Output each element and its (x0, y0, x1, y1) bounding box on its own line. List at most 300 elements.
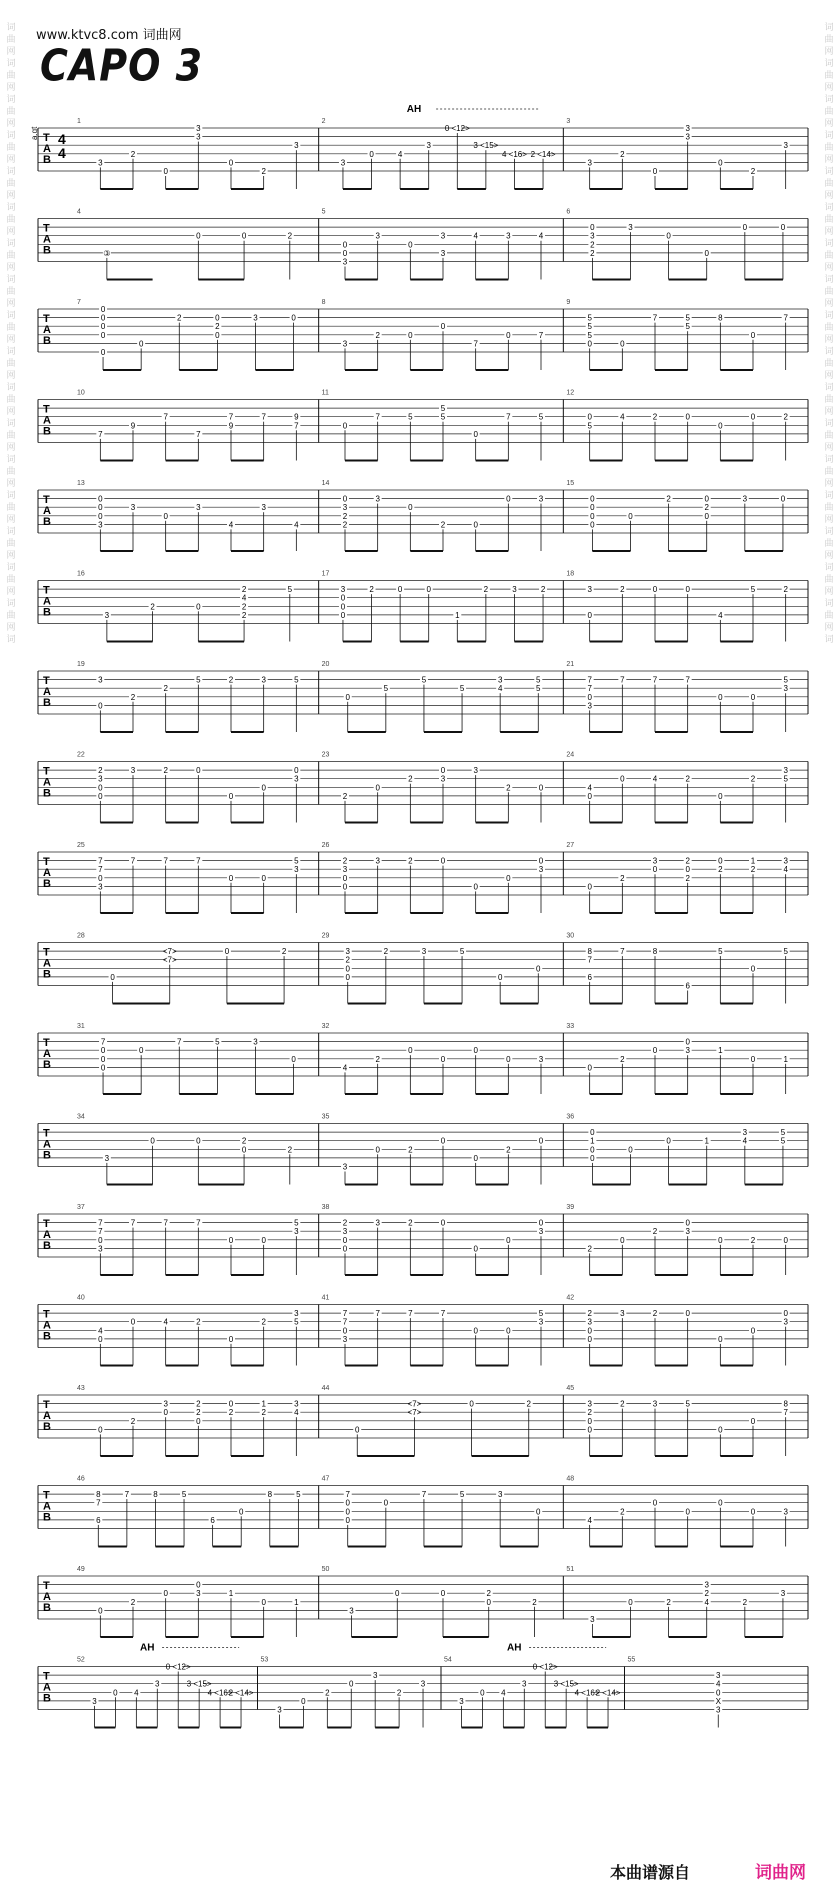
fret-number: 0 (718, 1334, 723, 1344)
fret-number: 3 (98, 1244, 103, 1254)
tab-clef-letter: T (43, 1580, 50, 1592)
fret-number: 2 (98, 766, 103, 776)
fret-number: 3 (277, 1705, 282, 1715)
fret-number: 3 (104, 1153, 110, 1163)
fret-number: 3 (294, 141, 299, 151)
fret-number: 0 (718, 1235, 723, 1245)
fret-number: 0 (628, 1145, 633, 1155)
fret-number: 3 (342, 1227, 348, 1237)
fret-number: 0 (716, 1688, 721, 1698)
side-watermark-char: 网 (6, 299, 16, 309)
fret-number: 0 (587, 412, 592, 422)
side-watermark-char: 曲 (824, 503, 834, 513)
fret-number: 4 (241, 593, 247, 603)
fret-number: 0 (228, 1334, 234, 1344)
fret-number: 3 (538, 1054, 544, 1064)
tab-clef-letter: T (43, 132, 50, 144)
fret-number: 4 (501, 1688, 506, 1698)
fret-number: 0 (150, 1136, 155, 1146)
fret-number: 3 (342, 865, 348, 875)
fret-number: 0 (750, 1416, 756, 1426)
measure-number: 36 (566, 1113, 575, 1121)
fret-number: 0 (100, 1054, 106, 1064)
measure-number: 37 (77, 1204, 85, 1211)
fret-number: 0 (486, 1597, 491, 1607)
fret-number: 0 (196, 231, 201, 241)
fret-number: 2 (620, 873, 625, 883)
fret-number: 0 (750, 692, 756, 702)
fret-number: 5 (459, 1490, 465, 1500)
fret-number: ③ (103, 248, 111, 258)
fret-number: 3 (704, 1580, 709, 1590)
measure-number: 5 (321, 208, 326, 216)
fret-number: 2 (383, 947, 389, 957)
fret-number: 0 (587, 339, 592, 349)
tab-clef-letter: A (43, 1319, 51, 1332)
fret-number: 0 (241, 1145, 247, 1155)
fret-number: 5 (587, 322, 592, 332)
measure-number: 27 (566, 842, 575, 849)
fret-number: 0 (718, 1425, 723, 1435)
fret-number: 2 <14> (530, 149, 556, 159)
fret-number: 0 (196, 1580, 201, 1590)
fret-number: 0 (369, 149, 374, 159)
fret-number: 3 (340, 585, 346, 595)
fret-number: 2 (408, 1145, 413, 1155)
fret-number: 7 (130, 1218, 136, 1228)
fret-number: 0 (685, 1309, 690, 1319)
fret-number: 4 <16> (207, 1688, 233, 1698)
fret-number: 3 (104, 610, 110, 620)
fret-number: 3 (294, 1399, 299, 1409)
fret-number: 2 (750, 167, 756, 176)
fret-number: 2 (163, 766, 168, 776)
fret-number: 1 (704, 1136, 709, 1146)
fret-number: 4 (587, 783, 592, 793)
fret-number: 2 (369, 585, 374, 595)
fret-number: 7 (783, 1408, 788, 1418)
side-watermark-char: 词 (824, 419, 834, 429)
fret-number: 0 (397, 585, 403, 595)
fret-number: <7> (407, 1399, 422, 1409)
measure-number: 21 (566, 661, 575, 668)
measure-number: 20 (321, 661, 330, 668)
fret-number: 3 (196, 1589, 201, 1599)
fret-number: 0 (506, 1235, 511, 1245)
side-watermark-char: 网 (824, 407, 834, 417)
fret-number: 7 (196, 429, 201, 439)
fret-number: 0 (473, 1244, 478, 1254)
side-watermark-char: 词 (824, 635, 834, 645)
fret-number: 7 (98, 1218, 103, 1228)
tab-clef-letter: T (43, 765, 50, 778)
fret-number: 1 (294, 1597, 299, 1607)
fret-number: 3 (506, 231, 511, 241)
fret-number: 3 (590, 1615, 595, 1624)
fret-number: 2 <14> (595, 1688, 621, 1698)
side-watermark-char: 词 (824, 23, 834, 33)
side-watermark-char: 词 (6, 167, 16, 177)
fret-number: 5 (780, 1136, 786, 1146)
fret-number: 2 (261, 1408, 266, 1418)
fret-number: 0 (113, 1688, 118, 1698)
tab-clef-letter: B (43, 1149, 51, 1162)
fret-number: 0 (590, 1128, 595, 1138)
fret-number: 0 (590, 503, 595, 513)
fret-number: 0 (110, 972, 115, 982)
side-watermark-char: 词 (6, 275, 16, 285)
fret-number: 7 (98, 865, 103, 875)
tab-clef-letter: A (43, 324, 51, 336)
fret-number: 0 (408, 240, 413, 250)
fret-number: 3 (253, 1037, 258, 1047)
fret-number: 5 (783, 947, 788, 957)
fret-number: 2 (375, 1054, 380, 1064)
fret-number: 2 (783, 585, 788, 595)
side-watermark-char: 网 (6, 371, 16, 381)
fret-number: 0 (224, 947, 230, 957)
fret-number: 7 (98, 1227, 103, 1237)
measure-number: 48 (566, 1475, 575, 1483)
fret-number: 2 (590, 248, 595, 258)
fret-number: 3 (685, 132, 690, 142)
fret-number: 0 (536, 964, 541, 974)
fret-number: 2 (342, 520, 348, 530)
side-watermark-char: 词 (824, 455, 834, 465)
tab-clef-letter: B (43, 516, 51, 528)
fret-number: 3 (98, 774, 103, 784)
fret-number: 7 (98, 856, 103, 866)
fret-number: 0 (780, 494, 786, 504)
measure-number: 52 (77, 1656, 85, 1664)
side-watermark-char: 曲 (824, 107, 834, 117)
fret-number: 0 (261, 783, 266, 793)
side-watermark-char: 网 (6, 227, 16, 237)
fret-number: 5 (408, 412, 413, 422)
fret-number: 7 (587, 955, 592, 965)
fret-number: 0 (345, 964, 350, 974)
fret-number: 3 (440, 231, 446, 241)
tab-clef-letter: B (43, 335, 51, 347)
fret-number: 5 (196, 675, 201, 685)
fret-number: 1 (590, 1136, 595, 1146)
fret-number: 0 (345, 1507, 350, 1517)
fret-number: 3 (340, 158, 346, 168)
side-watermark-char: 网 (824, 47, 834, 57)
fret-number: 0 (587, 1416, 592, 1426)
side-watermark-char: 曲 (824, 359, 834, 369)
fret-number: 2 (666, 1597, 671, 1607)
fret-number: 0 (342, 873, 348, 883)
fret-number: 4 (652, 774, 658, 784)
fret-number: 3 (372, 1671, 378, 1681)
fret-number: 2 (652, 412, 658, 422)
measure-number: 26 (321, 842, 330, 849)
fret-number: 0 (100, 1046, 106, 1056)
tab-clef-letter: B (43, 1330, 51, 1343)
fret-number: 2 (196, 1399, 201, 1409)
measure-number: 35 (321, 1113, 330, 1121)
fret-number: 1 (228, 1589, 234, 1599)
fret-number: 3 (261, 503, 266, 513)
fret-number: 2 (587, 1309, 592, 1319)
fret-number: 5 (459, 947, 465, 957)
side-watermark-char: 网 (6, 263, 16, 273)
side-watermark-char: 词 (824, 95, 834, 105)
tab-clef-letter: T (43, 1489, 50, 1502)
side-watermark-char: 曲 (6, 611, 16, 621)
fret-number: 3 (780, 1589, 786, 1599)
ah-marker: AH (406, 104, 422, 115)
fret-number: 5 (383, 684, 389, 694)
side-watermark-char: 曲 (6, 359, 16, 369)
side-watermark-char: 网 (6, 335, 16, 345)
fret-number: 0 (100, 1063, 106, 1073)
side-watermark-char: 网 (824, 479, 834, 489)
fret-number: 0 (408, 1046, 413, 1056)
fret-number: 0 (590, 520, 595, 530)
side-watermark-char: 曲 (6, 71, 16, 81)
measure-number: 30 (566, 932, 575, 940)
fret-number: 0 (395, 1589, 400, 1599)
fret-number: 3 (685, 1046, 690, 1056)
fret-number: 3 (345, 947, 350, 957)
fret-number: 3 (342, 503, 348, 513)
fret-number: 3 (426, 141, 431, 151)
fret-number: 2 (342, 791, 348, 801)
side-watermark-char: 曲 (6, 287, 16, 297)
tab-clef-letter: A (43, 143, 51, 155)
fret-number: 0 (685, 1218, 690, 1228)
fret-number: 3 (587, 158, 592, 168)
side-watermark-char: 词 (6, 239, 16, 249)
fret-number: 0 (100, 348, 106, 357)
fret-number: 0 (652, 1046, 658, 1056)
fret-number: 3 (130, 766, 136, 776)
side-watermark-char: 网 (6, 47, 16, 57)
side-watermark-char: 曲 (6, 251, 16, 261)
fret-number: 0 (215, 313, 220, 323)
fret-number: 3 (587, 585, 592, 595)
measure-number: 42 (566, 1294, 575, 1302)
measure-number: 22 (77, 751, 85, 759)
side-watermark-char: 网 (6, 407, 16, 417)
side-watermark-char: 词 (824, 239, 834, 249)
fret-number: 0 (345, 972, 350, 982)
fret-number: 2 (130, 1416, 136, 1426)
fret-number: 2 (620, 149, 625, 159)
fret-number: 3 (783, 684, 788, 694)
fret-number: 3 (783, 856, 788, 866)
fret-number: 0 (473, 1153, 478, 1163)
fret-number: 0 (473, 1046, 478, 1056)
fret-number: 7 (100, 1037, 106, 1047)
fret-number: 0 (473, 520, 478, 530)
fret-number: 3 (294, 865, 299, 875)
side-watermark-char: 词 (6, 131, 16, 141)
fret-number: 3 (342, 257, 348, 267)
fret-number: 2 (130, 149, 136, 159)
side-watermark-char: 网 (6, 191, 16, 201)
fret-number: 0 (440, 322, 446, 332)
fret-number: 8 (718, 313, 723, 323)
fret-number: 0 (506, 494, 511, 504)
fret-number: 0 (426, 585, 431, 595)
measure-number: 17 (321, 570, 330, 578)
fret-number: 0 (750, 412, 756, 422)
fret-number: 5 (440, 412, 446, 422)
fret-number: 2 (281, 947, 287, 957)
measure-number: 38 (321, 1204, 330, 1211)
side-watermark-char: 曲 (6, 575, 16, 585)
fret-number: 0 (355, 1425, 360, 1435)
fret-number: 3 (440, 774, 446, 784)
side-watermark-char: 词 (6, 95, 16, 105)
fret-number: 2 (177, 313, 182, 323)
fret-number: 0 (473, 882, 478, 892)
fret-number: 1 (783, 1054, 788, 1064)
fret-number: 5 (718, 947, 723, 957)
fret-number: 0 <12> (165, 1662, 191, 1672)
fret-number: 0 (666, 1136, 671, 1146)
fret-number: 0 (587, 882, 592, 892)
fret-number: 3 (375, 494, 380, 504)
fret-number: 3 (163, 1399, 168, 1409)
fret-number: 2 (261, 167, 266, 176)
tab-clef-letter: T (43, 403, 50, 416)
fret-number: 5 (287, 585, 293, 595)
fret-number: 0 (750, 1054, 756, 1064)
tab-clef-letter: T (43, 856, 50, 868)
side-watermark-char: 曲 (824, 431, 834, 441)
fret-number: 4 (397, 149, 403, 159)
fret-number: 0 (506, 1054, 511, 1064)
fret-number: 5 (783, 774, 788, 784)
fret-number: 0 (291, 1054, 296, 1064)
fret-number: 0 (342, 1326, 348, 1336)
fret-number: 6 (96, 1515, 101, 1525)
fret-number: 5 (294, 1218, 299, 1228)
fret-number: 2 (750, 774, 756, 784)
fret-number: 0 (750, 330, 756, 340)
side-watermark-char: 网 (6, 119, 16, 129)
fret-number: 3 (294, 1227, 299, 1237)
fret-number: 7 (163, 412, 168, 422)
side-watermark-char: 词 (824, 275, 834, 285)
side-watermark-char: 网 (6, 623, 16, 633)
fret-number: 3 (196, 503, 201, 513)
fret-number: 0 (718, 856, 723, 866)
fret-number: 0 (294, 766, 299, 776)
fret-number: 2 (620, 1054, 625, 1064)
fret-number: 2 (342, 1218, 348, 1228)
fret-number: 0 <12> (444, 124, 470, 133)
measure-number: 10 (77, 389, 85, 397)
fret-number: 7 (620, 675, 625, 685)
fret-number: 3 <15> (473, 141, 499, 151)
measure-number: 31 (77, 1023, 85, 1030)
fret-number: 7 (342, 1317, 348, 1327)
fret-number: 0 (620, 774, 625, 784)
side-watermark-char: 网 (824, 83, 834, 93)
fret-number: 5 (587, 330, 592, 340)
fret-number: 0 (718, 692, 723, 702)
fret-number: 7 (440, 1309, 446, 1319)
fret-number: 2 (408, 774, 413, 784)
footer-source-text: 本曲谱源自 (610, 1863, 691, 1882)
fret-number: 0 (652, 585, 658, 595)
measure-number: 46 (77, 1475, 85, 1483)
fret-number: 0 (408, 503, 413, 513)
tab-clef-letter: B (43, 787, 51, 800)
fret-number: 0 (130, 1317, 136, 1327)
fret-number: 0 (342, 248, 348, 258)
side-watermark-char: 词 (6, 311, 16, 321)
side-watermark-char: 曲 (6, 323, 16, 333)
fret-number: 0 (342, 882, 348, 892)
fret-number: 2 (241, 585, 247, 595)
fret-number: 6 (210, 1515, 215, 1525)
tab-clef-letter: A (43, 867, 51, 879)
fret-number: 4 (718, 610, 723, 620)
fret-number: 0 (590, 494, 595, 504)
side-watermark-char: 曲 (824, 287, 834, 297)
tab-clef-letter: B (43, 1692, 51, 1705)
tab-clef-letter: A (43, 1681, 51, 1694)
fret-number: 8 (783, 1399, 788, 1409)
fret-number: 2 (342, 856, 348, 866)
fret-number: 0 (590, 1145, 595, 1155)
fret-number: 0 (238, 1507, 244, 1517)
instrument-label: a.gt (30, 126, 39, 140)
fret-number: 3 (155, 1679, 160, 1689)
fret-number: 2 (587, 1244, 592, 1254)
fret-number: 0 (587, 1063, 592, 1073)
fret-number: 4 (538, 231, 544, 241)
fret-number: 1 (750, 856, 756, 866)
tab-clef-letter: T (43, 584, 50, 597)
side-watermark-char: 曲 (6, 467, 16, 477)
side-watermark-char: 网 (824, 155, 834, 165)
fret-number: 2 (163, 684, 168, 694)
fret-number: 4 <16> (501, 149, 527, 159)
measure-number: 47 (321, 1475, 330, 1483)
fret-number: 0 (196, 766, 201, 776)
fret-number: 3 (130, 503, 136, 513)
fret-number: 9 (294, 412, 299, 422)
fret-number: 2 (652, 1309, 658, 1319)
fret-number: 7 (783, 313, 788, 323)
fret-number: 0 (375, 1145, 380, 1155)
fret-number: 2 (532, 1597, 537, 1607)
tab-clef-letter: B (43, 606, 51, 619)
side-watermark-char: 网 (824, 263, 834, 273)
fret-number: 0 (590, 223, 595, 233)
fret-number: 3 <15> (553, 1679, 579, 1689)
fret-number: 4 (704, 1597, 709, 1607)
fret-number: 7 (124, 1490, 130, 1500)
fret-number: 0 (652, 167, 658, 176)
side-watermark-char: 词 (6, 455, 16, 465)
fret-number: 0 (440, 856, 446, 866)
side-watermark-char: 词 (824, 311, 834, 321)
side-watermark-char: 词 (6, 599, 16, 609)
fret-number: 7 (98, 429, 103, 439)
fret-number: 0 (375, 783, 380, 793)
fret-number: 0 (685, 1507, 690, 1517)
measure-number: 44 (321, 1385, 330, 1392)
fret-number: 0 (780, 223, 786, 233)
